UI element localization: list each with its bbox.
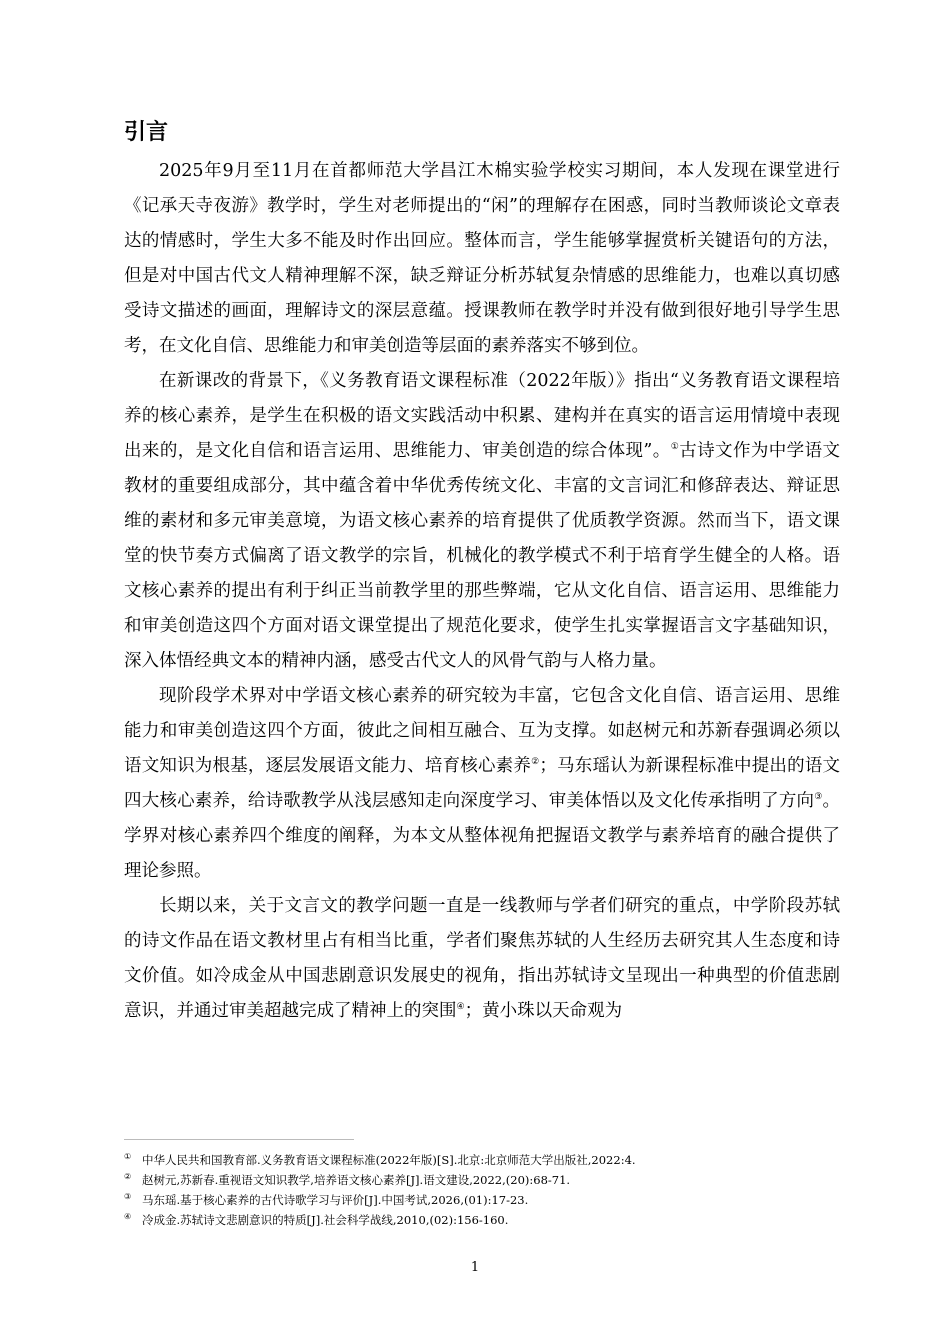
- footnote-divider: [124, 1139, 354, 1140]
- page-number: 1: [470, 1260, 480, 1275]
- paragraph-4-text-b: ；黄小珠以天命观为: [464, 1001, 623, 1021]
- footnote-ref-4[interactable]: ④: [456, 1002, 465, 1013]
- footnote-2-mark: ②: [124, 1172, 132, 1181]
- footnote-1-mark: ①: [124, 1152, 132, 1161]
- paragraph-4: [124, 889, 840, 1029]
- paragraph-3-text-b: ；马东瑶认为新课程标准中提出的语文四大核心素养，给诗歌教学从浅层感知走向深度学习、审美体悟以及文化传承指明了方向: [124, 756, 841, 811]
- footnote-2: [124, 1170, 840, 1190]
- footnote-3-text: 马东瑶.基于核心素养的古代诗歌学习与评价[J].中国考试,2026,(01):17-23.: [142, 1193, 529, 1207]
- paragraph-4-text-a: 长期以来，关于文言文的教学问题一直是一线教师与学者们研究的重点，中学阶段苏轼的诗文作品在语文教材里占有相当比重，学者们聚焦苏轼的人生经历去研究其人生态度和诗文价值。如冷成金从中国悲剧意识发展史的视角，指出苏轼诗文呈现出一种典型的价值悲剧意识，并通过审美超越完成了精神上的突围: [124, 896, 840, 1021]
- paragraph-3: [124, 679, 840, 889]
- footnote-3: [124, 1190, 840, 1210]
- footnote-4-mark: ④: [124, 1212, 132, 1221]
- footnotes: [124, 1150, 840, 1230]
- footnote-2-text: 赵树元,苏新春.重视语文知识教学,培养语文核心素养[J].语文建设,2022,(20):68-71.: [142, 1173, 571, 1187]
- footnote-4: [124, 1210, 840, 1230]
- paragraph-1: 2025年9月至11月在首都师范大学昌江木棉实验学校实习期间，本人发现在课堂进行《记承天寺夜游》教学时，学生对老师提出的“闲”的理解存在困惑，同时当教师谈论文章表达的情感时，学生大多不能及时作出回应。整体而言，学生能够掌握赏析关键语句的方法，但是对中国古代文人精神理解不深，缺乏辩证分析苏轼复杂情感的思维能力，也难以真切感受诗文描述的画面，理解诗文的深层意蕴。授课教师在教学时并没有做到很好地引导学生思考，在文化自信、思维能力和审美创造等层面的素养落实不够到位。: [124, 161, 840, 356]
- footnote-1: [124, 1150, 840, 1170]
- footnote-ref-3[interactable]: ③: [814, 792, 823, 803]
- paragraph-2-text-b: 古诗文作为中学语文教材的重要组成部分，其中蕴含着中华优秀传统文化、丰富的文言词汇和修辞表达、辩证思维的素材和多元审美意境，为语文核心素养的培育提供了优质教学资源。然而当下，语文课堂的快节奏方式偏离了语文教学的宗旨，机械化的教学模式不利于培育学生健全的人格。语文核心素养的提出有利于纠正当前教学里的那些弊端，它从文化自信、语言运用、思维能力和审美创造这四个方面对语文课堂提出了规范化要求，使学生扎实掌握语言文字基础知识，深入体悟经典文本的精神内涵，感受古代文人的风骨气韵与人格力量。: [124, 441, 840, 671]
- footnote-ref-1[interactable]: ①: [670, 442, 680, 453]
- paragraph-2-text-a: 在新课改的背景下，《义务教育语文课程标准（2022年版）》指出“义务教育语文课程培养的核心素养，是学生在积极的语文实践活动中积累、建构并在真实的语言运用情境中表现出来的，是文化自信和语言运用、思维能力、审美创造的综合体现”。: [124, 371, 840, 461]
- paragraph-2: [124, 364, 840, 679]
- footnote-ref-2[interactable]: ②: [531, 757, 540, 768]
- footnote-4-text: 冷成金.苏轼诗文悲剧意识的特质[J].社会科学战线,2010,(02):156-160.: [142, 1213, 509, 1227]
- section-heading: 引言: [124, 120, 169, 145]
- paragraph-3-text-c: 。学界对核心素养四个维度的阐释，为本文从整体视角把握语文教学与素养培育的融合提供了理论参照。: [124, 791, 841, 881]
- footnote-1-text: 中华人民共和国教育部.义务教育语文课程标准(2022年版)[S].北京:北京师范大学出版社,2022:4.: [142, 1153, 636, 1167]
- body-content: [124, 112, 840, 1029]
- footnote-3-mark: ③: [124, 1192, 132, 1201]
- paragraph-3-text-a: 现阶段学术界对中学语文核心素养的研究较为丰富，它包含文化自信、语言运用、思维能力和审美创造这四个方面，彼此之间相互融合、互为支撑。如赵树元和苏新春强调必须以语文知识为根基，逐层发展语文能力、培育核心素养: [124, 686, 840, 776]
